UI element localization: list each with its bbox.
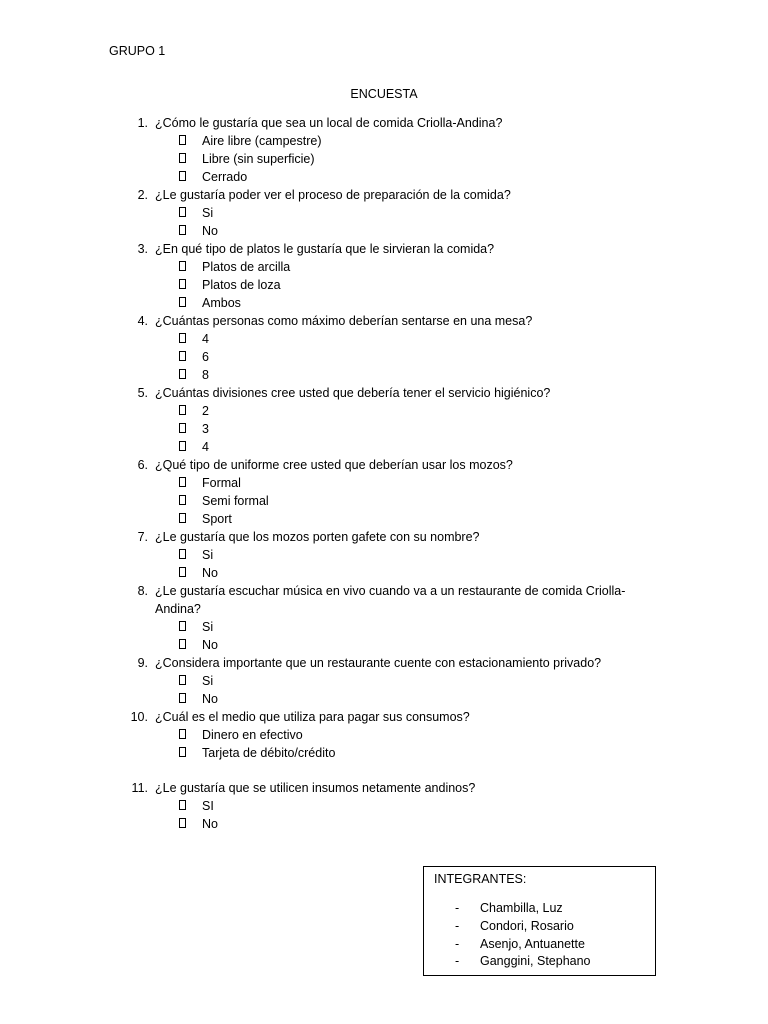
- question-text: ¿Le gustaría que se utilicen insumos netamente andinos?: [155, 781, 476, 795]
- member-name: Chambilla, Luz: [480, 901, 563, 915]
- answer-option[interactable]: [0, 744, 768, 762]
- option-label: Si: [202, 620, 214, 634]
- list-dash: -: [455, 937, 460, 951]
- question-10: [0, 708, 768, 762]
- member-name: Condori, Rosario: [480, 919, 574, 933]
- question-line: [0, 312, 768, 330]
- question-number: 9.: [137, 656, 148, 670]
- answer-option[interactable]: [0, 618, 768, 636]
- question-line: [0, 779, 768, 797]
- checkbox-icon[interactable]: [179, 225, 186, 235]
- option-label: Si: [202, 206, 214, 220]
- option-label: No: [202, 817, 218, 831]
- answer-option[interactable]: [0, 726, 768, 744]
- checkbox-icon[interactable]: [179, 405, 186, 415]
- option-label: 4: [202, 332, 209, 346]
- answer-option[interactable]: [0, 258, 768, 276]
- option-label: Aire libre (campestre): [202, 134, 322, 148]
- checkbox-icon[interactable]: [179, 621, 186, 631]
- survey-title: ENCUESTA: [350, 87, 418, 101]
- checkbox-icon[interactable]: [179, 297, 186, 307]
- option-label: Platos de arcilla: [202, 260, 291, 274]
- checkbox-icon[interactable]: [179, 675, 186, 685]
- checkbox-icon[interactable]: [179, 639, 186, 649]
- answer-option[interactable]: [0, 492, 768, 510]
- answer-option[interactable]: [0, 564, 768, 582]
- option-label: Cerrado: [202, 170, 248, 184]
- list-dash: -: [455, 919, 460, 933]
- option-label: Libre (sin superficie): [202, 152, 315, 166]
- question-1: [0, 114, 768, 186]
- question-text: ¿Cuántas personas como máximo deberían sentarse en una mesa?: [155, 314, 533, 328]
- members-heading: INTEGRANTES:: [434, 872, 527, 886]
- checkbox-icon[interactable]: [179, 495, 186, 505]
- member-name: Ganggini, Stephano: [480, 954, 591, 968]
- answer-option[interactable]: [0, 510, 768, 528]
- question-line: [0, 186, 768, 204]
- question-line: [0, 582, 768, 618]
- question-number: 3.: [137, 242, 148, 256]
- option-label: Formal: [202, 476, 241, 490]
- blank-line: [0, 762, 768, 779]
- question-number: 2.: [137, 188, 148, 202]
- question-text: ¿Cuántas divisiones cree usted que debería tener el servicio higiénico?: [155, 386, 551, 400]
- question-line: [0, 708, 768, 726]
- member-name: Asenjo, Antuanette: [480, 937, 585, 951]
- checkbox-icon[interactable]: [179, 135, 186, 145]
- checkbox-icon[interactable]: [179, 441, 186, 451]
- checkbox-icon[interactable]: [179, 513, 186, 523]
- option-label: 6: [202, 350, 209, 364]
- option-label: Semi formal: [202, 494, 269, 508]
- question-3: [0, 240, 768, 312]
- checkbox-icon[interactable]: [179, 261, 186, 271]
- option-label: 4: [202, 440, 209, 454]
- question-number: 8.: [137, 584, 148, 598]
- question-text: ¿En qué tipo de platos le gustaría que le sirvieran la comida?: [155, 242, 495, 256]
- members-box: [423, 866, 656, 976]
- checkbox-icon[interactable]: [179, 207, 186, 217]
- option-label: Dinero en efectivo: [202, 728, 303, 742]
- checkbox-icon[interactable]: [179, 369, 186, 379]
- answer-option[interactable]: [0, 636, 768, 654]
- member-row: [424, 952, 655, 970]
- question-8: [0, 582, 768, 654]
- answer-option[interactable]: [0, 294, 768, 312]
- question-text: ¿Le gustaría que los mozos porten gafete con su nombre?: [155, 530, 480, 544]
- checkbox-icon[interactable]: [179, 818, 186, 828]
- answer-option[interactable]: [0, 168, 768, 186]
- answer-option[interactable]: [0, 330, 768, 348]
- checkbox-icon[interactable]: [179, 477, 186, 487]
- question-4: [0, 312, 768, 384]
- question-number: 5.: [137, 386, 148, 400]
- list-dash: -: [455, 954, 460, 968]
- question-text: ¿Considera importante que un restaurante cuente con estacionamiento privado?: [155, 656, 602, 670]
- question-number: 4.: [137, 314, 148, 328]
- answer-option[interactable]: [0, 276, 768, 294]
- option-label: Sport: [202, 512, 232, 526]
- question-line: [0, 456, 768, 474]
- checkbox-icon[interactable]: [179, 171, 186, 181]
- question-number: 10.: [130, 710, 148, 724]
- checkbox-icon[interactable]: [179, 423, 186, 433]
- checkbox-icon[interactable]: [179, 333, 186, 343]
- option-label: Ambos: [202, 296, 241, 310]
- answer-option[interactable]: [0, 690, 768, 708]
- question-number: 11.: [131, 781, 148, 795]
- answer-option[interactable]: [0, 402, 768, 420]
- question-line: [0, 384, 768, 402]
- checkbox-icon[interactable]: [179, 279, 186, 289]
- question-line: [0, 240, 768, 258]
- answer-option[interactable]: [0, 546, 768, 564]
- option-label: 3: [202, 422, 209, 436]
- question-text: ¿Cómo le gustaría que sea un local de comida Criolla-Andina?: [155, 116, 503, 130]
- question-6: [0, 456, 768, 528]
- answer-option[interactable]: [0, 420, 768, 438]
- option-label: 8: [202, 368, 209, 382]
- option-label: No: [202, 692, 218, 706]
- checkbox-icon[interactable]: [179, 693, 186, 703]
- question-list: [0, 114, 768, 833]
- checkbox-icon[interactable]: [179, 567, 186, 577]
- answer-option[interactable]: [0, 815, 768, 833]
- option-label: Si: [202, 548, 214, 562]
- answer-option[interactable]: [0, 150, 768, 168]
- answer-option[interactable]: [0, 797, 768, 815]
- answer-option[interactable]: [0, 204, 768, 222]
- answer-option[interactable]: [0, 672, 768, 690]
- option-label: Platos de loza: [202, 278, 281, 292]
- question-11: [0, 779, 768, 833]
- member-row: [424, 917, 655, 935]
- answer-option[interactable]: [0, 474, 768, 492]
- option-label: SI: [202, 799, 214, 813]
- option-label: No: [202, 638, 218, 652]
- question-number: 6.: [137, 458, 148, 472]
- option-label: Tarjeta de débito/crédito: [202, 746, 336, 760]
- answer-option[interactable]: [0, 132, 768, 150]
- answer-option[interactable]: [0, 438, 768, 456]
- question-number: 7.: [137, 530, 148, 544]
- group-label: GRUPO 1: [109, 44, 166, 58]
- option-label: Si: [202, 674, 214, 688]
- answer-option[interactable]: [0, 222, 768, 240]
- checkbox-icon[interactable]: [179, 800, 186, 810]
- question-line: [0, 654, 768, 672]
- member-row: [424, 935, 655, 953]
- checkbox-icon[interactable]: [179, 729, 186, 739]
- checkbox-icon[interactable]: [179, 549, 186, 559]
- question-5: [0, 384, 768, 456]
- question-9: [0, 654, 768, 708]
- question-2: [0, 186, 768, 240]
- question-text: ¿Le gustaría poder ver el proceso de preparación de la comida?: [155, 188, 511, 202]
- question-7: [0, 528, 768, 582]
- option-label: 2: [202, 404, 209, 418]
- question-text: ¿Cuál es el medio que utiliza para pagar sus consumos?: [155, 710, 470, 724]
- answer-option[interactable]: [0, 348, 768, 366]
- option-label: No: [202, 224, 218, 238]
- question-text: ¿Qué tipo de uniforme cree usted que deberían usar los mozos?: [155, 458, 513, 472]
- question-line: [0, 114, 768, 132]
- question-line: [0, 528, 768, 546]
- checkbox-icon[interactable]: [179, 747, 186, 757]
- question-number: 1.: [137, 116, 148, 130]
- option-label: No: [202, 566, 218, 580]
- member-row: [424, 899, 655, 917]
- checkbox-icon[interactable]: [179, 351, 186, 361]
- list-dash: -: [455, 901, 460, 915]
- answer-option[interactable]: [0, 366, 768, 384]
- checkbox-icon[interactable]: [179, 153, 186, 163]
- question-text: ¿Le gustaría escuchar música en vivo cuando va a un restaurante de comida Criolla-Andina?: [155, 584, 626, 616]
